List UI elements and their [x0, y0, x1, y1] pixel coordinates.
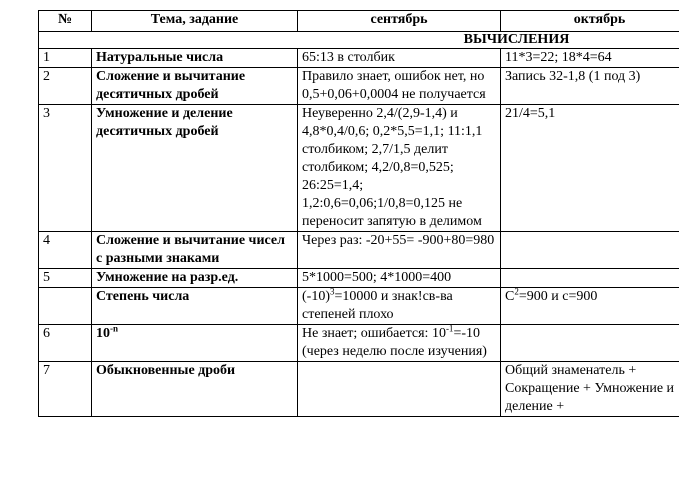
row-num: 3 — [39, 105, 92, 232]
row-september: 65:13 в столбик — [298, 49, 501, 68]
header-num: № — [39, 11, 92, 32]
row-october — [501, 232, 679, 269]
row-topic: Натуральные числа — [92, 49, 298, 68]
row-num: 6 — [39, 325, 92, 362]
row-topic: Умножение и деление десятичных дробей — [92, 105, 298, 232]
table-row — [39, 105, 679, 232]
row-september: $(-10)^3=10000$ и знак!св-ва степеней плохо — [298, 288, 501, 325]
row-october: $С^2=900$ и с=900 — [501, 288, 679, 325]
row-october — [501, 269, 679, 288]
table-row — [39, 68, 679, 105]
row-topic: $10^{-n}$ — [92, 325, 298, 362]
table-row — [39, 362, 679, 417]
row-october — [501, 325, 679, 362]
section-row — [39, 32, 679, 49]
table-row — [39, 232, 679, 269]
row-num — [39, 288, 92, 325]
row-september: Не знает; ошибается: $10^{-1}=-10$ (через неделю после изучения) — [298, 325, 501, 362]
section-title: ВЫЧИСЛЕНИЯ — [39, 32, 679, 49]
table-row — [39, 288, 679, 325]
row-num: 1 — [39, 49, 92, 68]
header-topic: Тема, задание — [92, 11, 298, 32]
row-num: 7 — [39, 362, 92, 417]
row-topic: Сложение и вычитание десятичных дробей — [92, 68, 298, 105]
row-topic: Умножение на разр.ед. — [92, 269, 298, 288]
header-september: сентябрь — [298, 11, 501, 32]
row-topic: Обыкновенные дроби — [92, 362, 298, 417]
row-september: Через раз: -20+55= -900+80=980 — [298, 232, 501, 269]
row-num: 4 — [39, 232, 92, 269]
header-october: октябрь — [501, 11, 679, 32]
progress-table — [38, 10, 679, 417]
table-row — [39, 269, 679, 288]
row-october: 21/4=5,1 — [501, 105, 679, 232]
row-september: Неуверенно 2,4/(2,9-1,4) и 4,8*0,4/0,6; 0,2*5,5=1,1; 11:1,1 столбиком; 2,7/1,5 делит столбиком; 4,2/0,8=0,525; 26:25=1,4; 1,2:0,6=0,06;1/0,8=0,125 не переносит запятую в делимом — [298, 105, 501, 232]
row-september — [298, 362, 501, 417]
row-num: 5 — [39, 269, 92, 288]
row-september: 5*1000=500; 4*1000=400 — [298, 269, 501, 288]
row-num: 2 — [39, 68, 92, 105]
row-september: Правило знает, ошибок нет, но 0,5+0,06+0,0004 не получается — [298, 68, 501, 105]
row-topic: Степень числа — [92, 288, 298, 325]
row-october: Общий знаменатель + Сокращение + Умножение и деление + — [501, 362, 679, 417]
row-october: Запись 32-1,8 (1 под 3) — [501, 68, 679, 105]
row-october: 11*3=22; 18*4=64 — [501, 49, 679, 68]
table-row — [39, 325, 679, 362]
table-row — [39, 49, 679, 68]
header-row — [39, 11, 679, 32]
row-topic: Сложение и вычитание чисел с разными знаками — [92, 232, 298, 269]
